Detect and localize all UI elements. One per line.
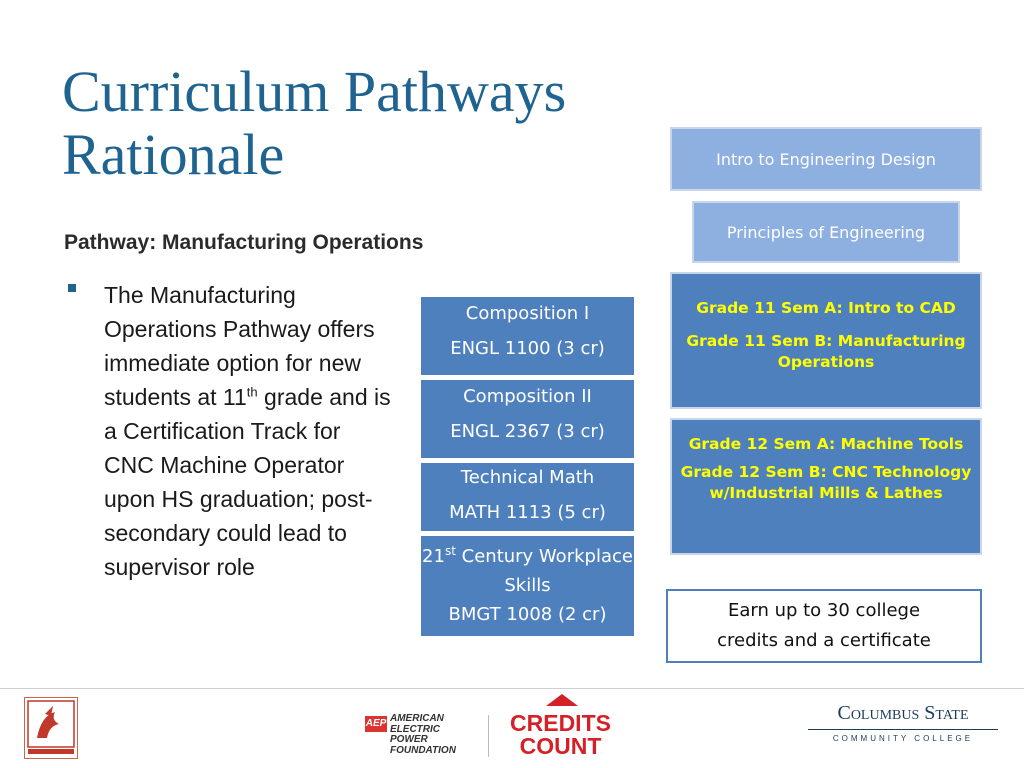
pathway-subtitle: Pathway: Manufacturing Operations	[64, 231, 424, 254]
aep-foundation-text	[390, 714, 456, 756]
intro-engineering-box: Intro to Engineering Design	[670, 127, 982, 191]
columbus-subtitle: COMMUNITY COLLEGE	[832, 734, 974, 743]
aep-line-3: POWER	[390, 734, 428, 745]
course-code: MATH 1113 (5 cr)	[449, 502, 606, 523]
grade-12-sem-a: Grade 12 Sem A: Machine Tools	[688, 435, 964, 453]
course-name: Century Workplace Skills	[455, 546, 633, 596]
slide-title	[62, 60, 722, 186]
principles-engineering-box: Principles of Engineering	[692, 201, 960, 263]
grade-12-sem-b: Grade 12 Sem B: CNC Technology w/Industrial Mills & Lathes	[680, 463, 972, 502]
logo-separator	[488, 715, 489, 757]
bullet-text	[104, 278, 394, 584]
earn-credits-box: Earn up to 30 college credits and a certificate	[666, 589, 982, 663]
aep-line-1: AMERICAN	[390, 713, 444, 724]
title-line-1: Curriculum Pathways	[62, 59, 567, 124]
columbus-city-schools-logo	[24, 697, 78, 759]
course-box-composition-2	[419, 378, 636, 460]
aep-line-4: FOUNDATION	[390, 744, 456, 756]
aep-mark: AEP	[365, 716, 387, 732]
course-num: 21	[422, 546, 445, 567]
aep-foundation-logo	[365, 714, 485, 758]
grade-11-box	[670, 272, 982, 409]
course-code: ENGL 1100 (3 cr)	[450, 338, 605, 359]
aep-line-2: ELECTRIC	[390, 723, 440, 735]
course-name: Technical Math	[460, 467, 595, 488]
grade-12-box	[670, 418, 982, 555]
columbus-rule	[808, 729, 998, 730]
course-code: ENGL 2367 (3 cr)	[450, 421, 605, 442]
columbus-state-name: Columbus State	[837, 702, 969, 724]
course-name: Composition I	[465, 303, 590, 324]
title-line-2: Rationale	[62, 122, 285, 187]
bullet-part-2: grade and is a Certification Track for CNC Machine Operator upon HS graduation; post-secondary could lead to supervisor role	[104, 384, 391, 580]
credits-line-1: CREDITS	[510, 710, 611, 736]
course-box-workplace-skills	[419, 534, 636, 638]
course-num-superscript: st	[444, 544, 456, 558]
footer-divider	[0, 688, 1024, 689]
credits-line-2: COUNT	[519, 733, 602, 759]
course-code: BMGT 1008 (2 cr)	[448, 604, 607, 625]
course-box-composition-1	[419, 295, 636, 377]
grade-11-sem-b: Grade 11 Sem B: Manufacturing Operations	[686, 332, 966, 371]
credits-count-logo	[498, 694, 623, 758]
grade-11-sem-a: Grade 11 Sem A: Intro to CAD	[696, 299, 956, 317]
bullet-superscript: th	[246, 384, 258, 400]
credits-count-text	[498, 712, 623, 758]
course-name: Composition II	[463, 386, 592, 407]
bullet-part-1: The Manufacturing Operations Pathway offers immediate option for new students at 11	[104, 282, 375, 410]
bullet-square-icon	[68, 284, 76, 292]
course-box-technical-math	[419, 461, 636, 533]
columbus-state-logo	[808, 702, 998, 748]
graduation-cap-icon	[546, 694, 578, 706]
